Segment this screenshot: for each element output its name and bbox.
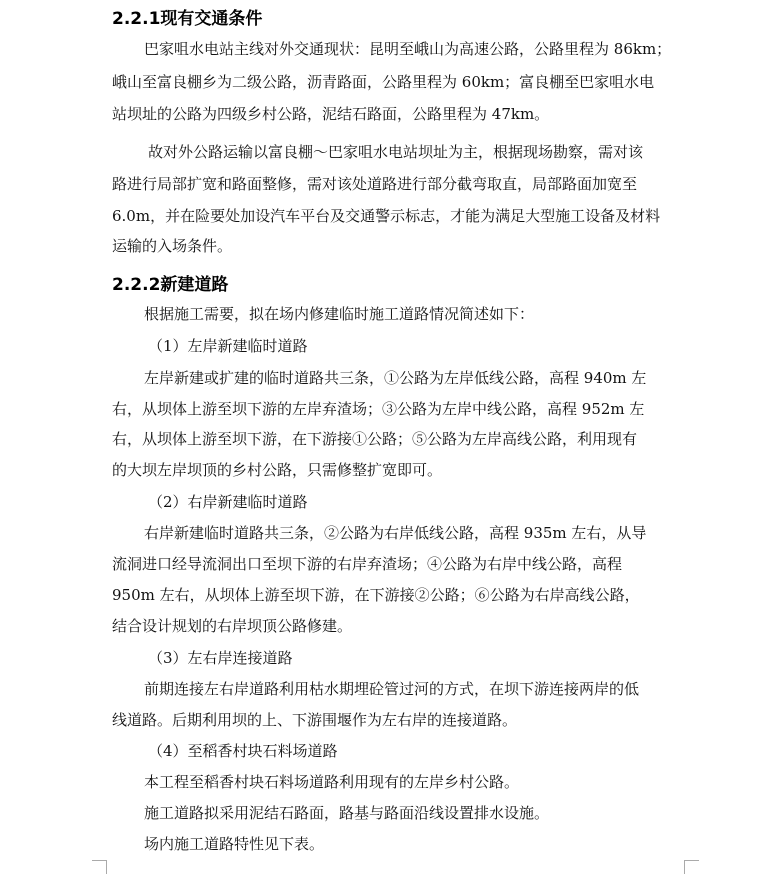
paragraph-line: 站坝址的公路为四级乡村公路，泥结石路面，公路里程为 47km。: [112, 105, 550, 123]
paragraph-line: 根据施工需要，拟在场内修建临时施工道路情况简述如下：: [144, 305, 535, 323]
paragraph-line: 本工程至稻香村块石料场道路利用现有的左岸乡村公路。: [144, 773, 520, 791]
paragraph-line: 结合设计规划的右岸坝顶公路修建。: [112, 617, 353, 635]
paragraph-line: 场内施工道路特性见下表。: [144, 835, 325, 853]
paragraph-line: 右岸新建临时道路共三条，②公路为右岸低线公路，高程 935m 左右，从导: [144, 524, 647, 542]
paragraph-line: 左岸新建或扩建的临时道路共三条，①公路为左岸低线公路，高程 940m 左: [144, 369, 647, 387]
subsection-title: （3）左右岸连接道路: [148, 649, 293, 667]
paragraph-line: 950m 左右，从坝体上游至坝下游，在下游接②公路；⑥公路为右岸高线公路，: [112, 586, 640, 604]
paragraph-line: 右，从坝体上游至坝下游的左岸弃渣场；③公路为左岸中线公路，高程 952m 左: [112, 400, 645, 418]
subsection-title: （4）至稻香村块石料场道路: [148, 742, 338, 760]
paragraph-line: 运输的入场条件。: [112, 237, 233, 255]
paragraph-line: 6.0m，并在险要处加设汽车平台及交通警示标志，才能为满足大型施工设备及材料: [112, 207, 661, 225]
paragraph-line: 流洞进口经导流洞出口至坝下游的右岸弃渣场；④公路为右岸中线公路，高程: [112, 555, 623, 573]
subsection-title: （1）左岸新建临时道路: [148, 337, 308, 355]
paragraph-line: 的大坝左岸坝顶的乡村公路，只需修整扩宽即可。: [112, 461, 443, 479]
paragraph-line: 右，从坝体上游至坝下游，在下游接①公路；⑤公路为左岸高线公路，利用现有: [112, 430, 638, 448]
paragraph-line: 峨山至富良棚乡为二级公路，沥青路面，公路里程为 60km；富良棚至巴家咀水电: [112, 73, 655, 91]
paragraph-line: 前期连接左右岸道路利用枯水期埋砼管过河的方式，在坝下游连接两岸的低: [144, 680, 640, 698]
subsection-title: （2）右岸新建临时道路: [148, 493, 308, 511]
paragraph-line: 路进行局部扩宽和路面整修，需对该处道路进行部分截弯取直，局部路面加宽至: [112, 175, 638, 193]
section-heading-new-roads: 2.2.2新建道路: [112, 275, 229, 295]
page-corner-mark-right: [684, 860, 699, 874]
paragraph-line: 线道路。后期利用坝的上、下游围堰作为左右岸的连接道路。: [112, 711, 518, 729]
paragraph-line: 故对外公路运输以富良棚～巴家咀水电站坝址为主，根据现场勘察，需对该: [148, 143, 644, 161]
page-corner-mark-left: [92, 860, 107, 874]
paragraph-line: 巴家咀水电站主线对外交通现状：昆明至峨山为高速公路，公路里程为 86km；: [144, 40, 672, 58]
section-heading-existing-traffic: 2.2.1现有交通条件: [112, 9, 263, 29]
paragraph-line: 施工道路拟采用泥结石路面，路基与路面沿线设置排水设施。: [144, 804, 550, 822]
